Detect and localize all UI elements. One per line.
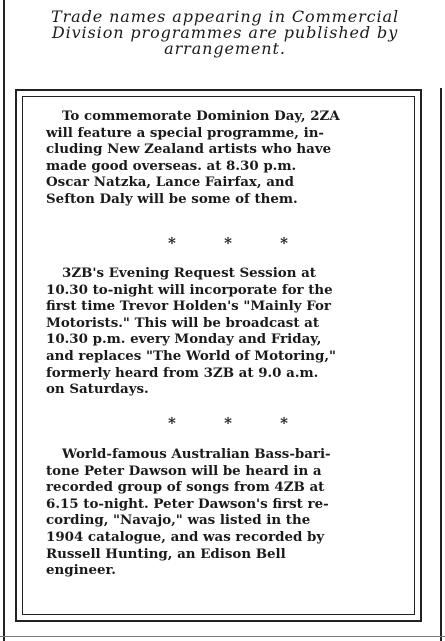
asterisk: * [168, 234, 176, 252]
paragraph-line: engineer. [46, 562, 116, 579]
paragraph-line: 1904 catalogue, and was recorded by [46, 528, 325, 545]
paragraph-line: formerly heard from 3ZB at 9.0 a.m. [46, 364, 319, 381]
paragraph-line: Russell Hunting, an Edison Bell [46, 545, 286, 562]
note-line: Trade names appearing in Commercial [51, 7, 399, 26]
section-separator [168, 414, 288, 432]
paragraph-request-session [46, 265, 408, 398]
paragraph-line: 6.15 to-night. Peter Dawson's first re- [46, 495, 329, 512]
paragraph-line: on Saturdays. [46, 381, 149, 398]
paragraph-line: first time Trevor Holden's "Mainly For [46, 298, 331, 315]
paragraph-line: cluding New Zealand artists who have [46, 141, 332, 158]
paragraph-line: Oscar Natzka, Lance Fairfax, and [46, 174, 295, 191]
asterisk: * [168, 414, 176, 432]
section-separator [168, 234, 288, 252]
trade-names-note [10, 9, 440, 57]
paragraph-line: recorded group of songs from 4ZB at [46, 479, 325, 496]
paragraph-line: cording, "Navajo," was listed in the [46, 512, 311, 529]
right-column-rule [440, 88, 442, 641]
left-column-rule [3, 0, 5, 641]
paragraph-line: Motorists." This will be broadcast at [46, 314, 320, 331]
paragraph-line: 3ZB's Evening Request Session at [62, 265, 316, 281]
asterisk: * [224, 414, 232, 432]
paragraph-line: and replaces "The World of Motoring," [46, 347, 337, 364]
paragraph-line: 10.30 to-night will incorporate for the [46, 281, 333, 298]
paragraph-line: To commemorate Dominion Day, 2ZA [62, 108, 340, 124]
asterisk: * [280, 234, 288, 252]
paragraph-line: Sefton Daly will be some of them. [46, 190, 298, 207]
paragraph-line: tone Peter Dawson will be heard in a [46, 462, 322, 479]
paragraph-line: World-famous Australian Bass-bari- [62, 446, 331, 462]
paragraph-line: made good overseas. at 8.30 p.m. [46, 157, 297, 174]
asterisk: * [224, 234, 232, 252]
note-line: Division programmes are published by [51, 23, 399, 42]
bottom-rule [0, 636, 445, 637]
note-line: arrangement. [164, 39, 286, 58]
paragraph-line: will feature a special programme, in- [46, 124, 324, 141]
paragraph-line: 10.30 p.m. every Monday and Friday, [46, 331, 322, 348]
asterisk: * [280, 414, 288, 432]
paragraph-peter-dawson [46, 446, 408, 579]
paragraph-dominion-day [46, 108, 408, 208]
